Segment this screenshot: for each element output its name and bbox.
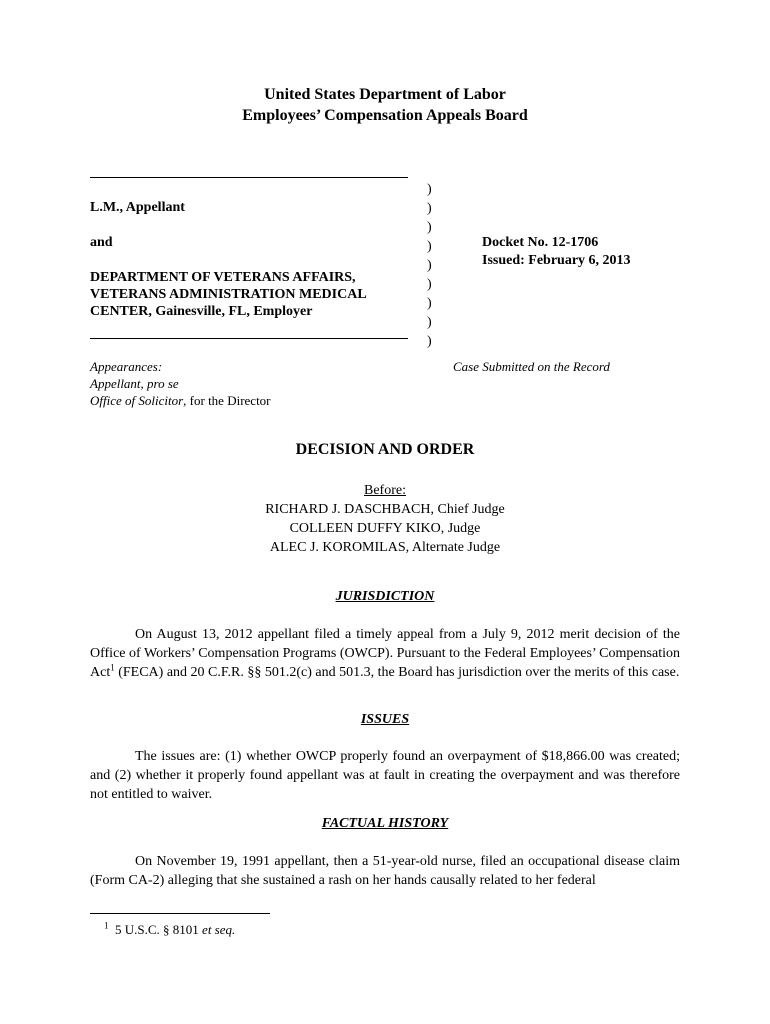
issued-date: Issued: February 6, 2013 bbox=[482, 253, 631, 268]
appearance-solicitor-office: Office of Solicitor bbox=[90, 393, 184, 408]
factual-history-heading: FACTUAL HISTORY bbox=[321, 816, 449, 831]
factual-history-text: On November 19, 1991 appellant, then a 51-year-old nurse, filed an occupational disease claim (Form CA-2) alleging that she sustained a rash on her hands causally related to her federal bbox=[90, 854, 680, 888]
employer-name bbox=[90, 269, 420, 320]
appearance-solicitor bbox=[90, 392, 420, 409]
agency-title: United States Department of Labor bbox=[264, 86, 506, 103]
docket-number: Docket No. 12-1706 bbox=[482, 235, 599, 250]
judge-name: RICHARD J. DASCHBACH, Chief Judge bbox=[265, 502, 505, 517]
footnote-text: 5 U.S.C. § 8101 bbox=[115, 922, 203, 937]
appearance-appellant-role: Appellant bbox=[90, 376, 141, 391]
factual-history-paragraph bbox=[90, 852, 680, 890]
appearances bbox=[90, 358, 420, 409]
appellant-name: L.M., Appellant bbox=[90, 200, 185, 215]
decision-title: DECISION AND ORDER bbox=[295, 441, 475, 458]
paren: ) bbox=[427, 220, 432, 235]
issues-heading: ISSUES bbox=[360, 712, 410, 727]
caption-and: and bbox=[90, 235, 113, 250]
appearances-label: Appearances: bbox=[90, 359, 163, 374]
employer-line-1: DEPARTMENT OF VETERANS AFFAIRS, bbox=[90, 270, 356, 285]
appearance-appellant bbox=[90, 375, 420, 392]
appearance-appellant-pro-se: , pro se bbox=[140, 376, 179, 391]
footnote-et-seq: et seq. bbox=[202, 922, 236, 937]
paren: ) bbox=[427, 277, 432, 292]
paren: ) bbox=[427, 239, 432, 254]
judge-name: ALEC J. KOROMILAS, Alternate Judge bbox=[269, 540, 501, 555]
case-submitted-note: Case Submitted on the Record bbox=[453, 359, 610, 374]
employer-line-2: VETERANS ADMINISTRATION MEDICAL bbox=[90, 287, 367, 302]
board-title: Employees’ Compensation Appeals Board bbox=[242, 107, 528, 124]
jurisdiction-paragraph bbox=[90, 625, 680, 682]
paren: ) bbox=[427, 182, 432, 197]
employer-line-3: CENTER, Gainesville, FL, Employer bbox=[90, 304, 313, 319]
paren: ) bbox=[427, 258, 432, 273]
jurisdiction-text: On August 13, 2012 appellant filed a timely appeal from a July 9, 2012 merit decision of the Office of Workers’ Compensation Programs (OWCP). Pursuant to the Federal Employees’ Compensation Act bbox=[90, 627, 680, 680]
footnote bbox=[104, 921, 235, 938]
judge-name: COLLEEN DUFFY KIKO, Judge bbox=[289, 521, 481, 536]
footnote-rule bbox=[90, 913, 270, 914]
jurisdiction-heading: JURISDICTION bbox=[335, 589, 435, 604]
paren: ) bbox=[427, 334, 432, 349]
paren: ) bbox=[427, 201, 432, 216]
issues-text: The issues are: (1) whether OWCP properly found an overpayment of $18,866.00 was created; and (2) whether it properly found appellant was at fault in creating the overpayment and was therefore not entitled to waiver. bbox=[90, 749, 680, 802]
panel-of-judges bbox=[0, 481, 770, 557]
footnote-number: 1 bbox=[104, 920, 109, 931]
appearance-solicitor-role: , for the Director bbox=[183, 393, 271, 408]
caption-bottom-rule bbox=[90, 338, 408, 339]
jurisdiction-text-continued: (FECA) and 20 C.F.R. §§ 501.2(c) and 501.3, the Board has jurisdiction over the merits of this case. bbox=[114, 665, 680, 680]
paren: ) bbox=[427, 296, 432, 311]
issues-paragraph bbox=[90, 747, 680, 804]
caption-top-rule bbox=[90, 177, 408, 178]
caption-parens bbox=[427, 180, 432, 351]
footnote-reference[interactable]: 1 bbox=[110, 662, 115, 673]
before-label: Before: bbox=[364, 483, 406, 498]
paren: ) bbox=[427, 315, 432, 330]
